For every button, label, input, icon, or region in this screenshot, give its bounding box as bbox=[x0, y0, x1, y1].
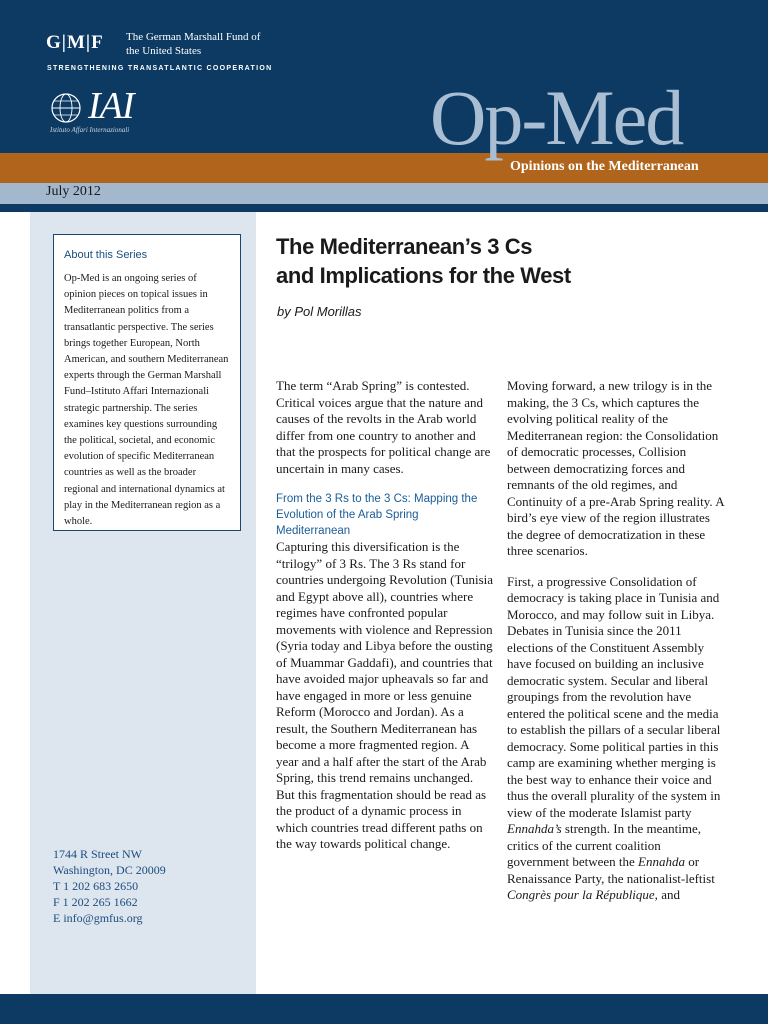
series-title: Op-Med bbox=[430, 74, 683, 161]
iai-subtitle: Istituto Affari Internazionali bbox=[50, 126, 130, 134]
text-run: or Renaissance Party, the nationalist-leftist bbox=[507, 854, 715, 886]
paragraph bbox=[507, 574, 725, 904]
article-title-line: and Implications for the West bbox=[276, 263, 571, 288]
italic-run: Ennahda’s bbox=[507, 821, 562, 836]
article-column-1 bbox=[276, 378, 494, 853]
article-column-2 bbox=[507, 378, 725, 918]
gmf-name: The German Marshall Fund of the United States bbox=[126, 31, 261, 57]
footer-bar bbox=[0, 994, 768, 1024]
section-heading: From the 3 Rs to the 3 Cs: Mapping the Evolution of the Arab Spring Mediterranean bbox=[276, 493, 478, 537]
header-date-band bbox=[0, 183, 768, 204]
header-rule bbox=[0, 204, 768, 212]
article-title bbox=[276, 232, 636, 290]
about-series-box bbox=[53, 234, 241, 531]
paragraph: Capturing this diversification is the “trilogy” of 3 Rs. The 3 Rs stand for countries undergoing Revolution (Tunisia and Egypt above all), countries where regimes have confronted popular movements with violence and Repression (Syria today and Libya before the ousting of Muammar Gaddafi), and countries that have avoided major upheavals so far and have engaged in more or less genuine Reform (Morocco and Jordan). As a result, the Southern Mediterranean has become a more fragmented region. A year and a half after the start of the Arab Spring, this trend remains unchanged. But this fragmentation should be read as the product of a dynamic process in which countries tread different paths on the way towards political change. bbox=[276, 539, 494, 851]
phone-line: T 1 202 683 2650 bbox=[53, 879, 139, 893]
contact-address bbox=[53, 846, 166, 926]
italic-run: Congrès pour la République, bbox=[507, 887, 658, 902]
fax-line: F 1 202 265 1662 bbox=[53, 895, 138, 909]
email-line: E info@gmfus.org bbox=[53, 911, 143, 925]
about-series-text: Op-Med is an ongoing series of opinion pieces on topical issues in Mediterranean politics from a transatlantic perspective. The series brings together European, North American, and southern Mediterranean experts through the German Marshall Fund–Istituto Affari Internazionali strategic partnership. The series examines key questions surrounding the political, societal, and economic evolution of specific Mediterranean countries as well as the broader regional and international dynamics at play in the Mediterranean region as a whole. bbox=[64, 273, 229, 528]
text-run: strength. In the meantime, critics of the current coalition government between the bbox=[507, 821, 702, 869]
gmf-tagline: STRENGTHENING TRANSATLANTIC COOPERATION bbox=[47, 65, 273, 72]
text-run: and bbox=[657, 887, 680, 902]
byline: by Pol Morillas bbox=[277, 304, 362, 319]
text-run: First, a progressive Consolidation of democracy is taking place in Tunisia and Morocco, and may follow suit in Libya. Debates in Tunisia since the 2011 elections of the Constituent Assembly have focused on building an inclusive democratic system. Secular and liberal groupings from the revolution have entered the political scene and the media to establish the pillars of a secular liberal democracy. Some political parties in this camp are examining whether merging is the best way to enhance their voice and thus the overall plurality of the system in view of the moderate Islamist party bbox=[507, 573, 721, 820]
about-series-title: About this Series bbox=[64, 249, 148, 261]
paragraph: Moving forward, a new trilogy is in the making, the 3 Cs, which captures the evolving political reality of the Mediterranean region: the Consolidation of democratic processes, Collision between democratizing forces and remnants of the old regimes, and Continuity of a pre-Arab Spring reality. A bird’s eye view of the region illustrates the degree of democratization in these three scenarios. bbox=[507, 378, 724, 558]
globe-icon bbox=[50, 92, 82, 124]
series-subtitle: Opinions on the Mediterranean bbox=[510, 159, 699, 174]
address-line: Washington, DC 20009 bbox=[53, 863, 166, 877]
gmf-logo: G|M|F bbox=[46, 32, 104, 53]
publication-date: July 2012 bbox=[46, 184, 101, 199]
italic-run: Ennahda bbox=[638, 854, 685, 869]
address-line: 1744 R Street NW bbox=[53, 847, 142, 861]
paragraph: The term “Arab Spring” is contested. Critical voices argue that the nature and causes of the revolts in the Arab world differ from one country to another and that the prospects for political change are uncertain in many cases. bbox=[276, 378, 491, 476]
iai-logo: IAI bbox=[88, 85, 134, 127]
article-title-line: The Mediterranean’s 3 Cs bbox=[276, 234, 533, 259]
